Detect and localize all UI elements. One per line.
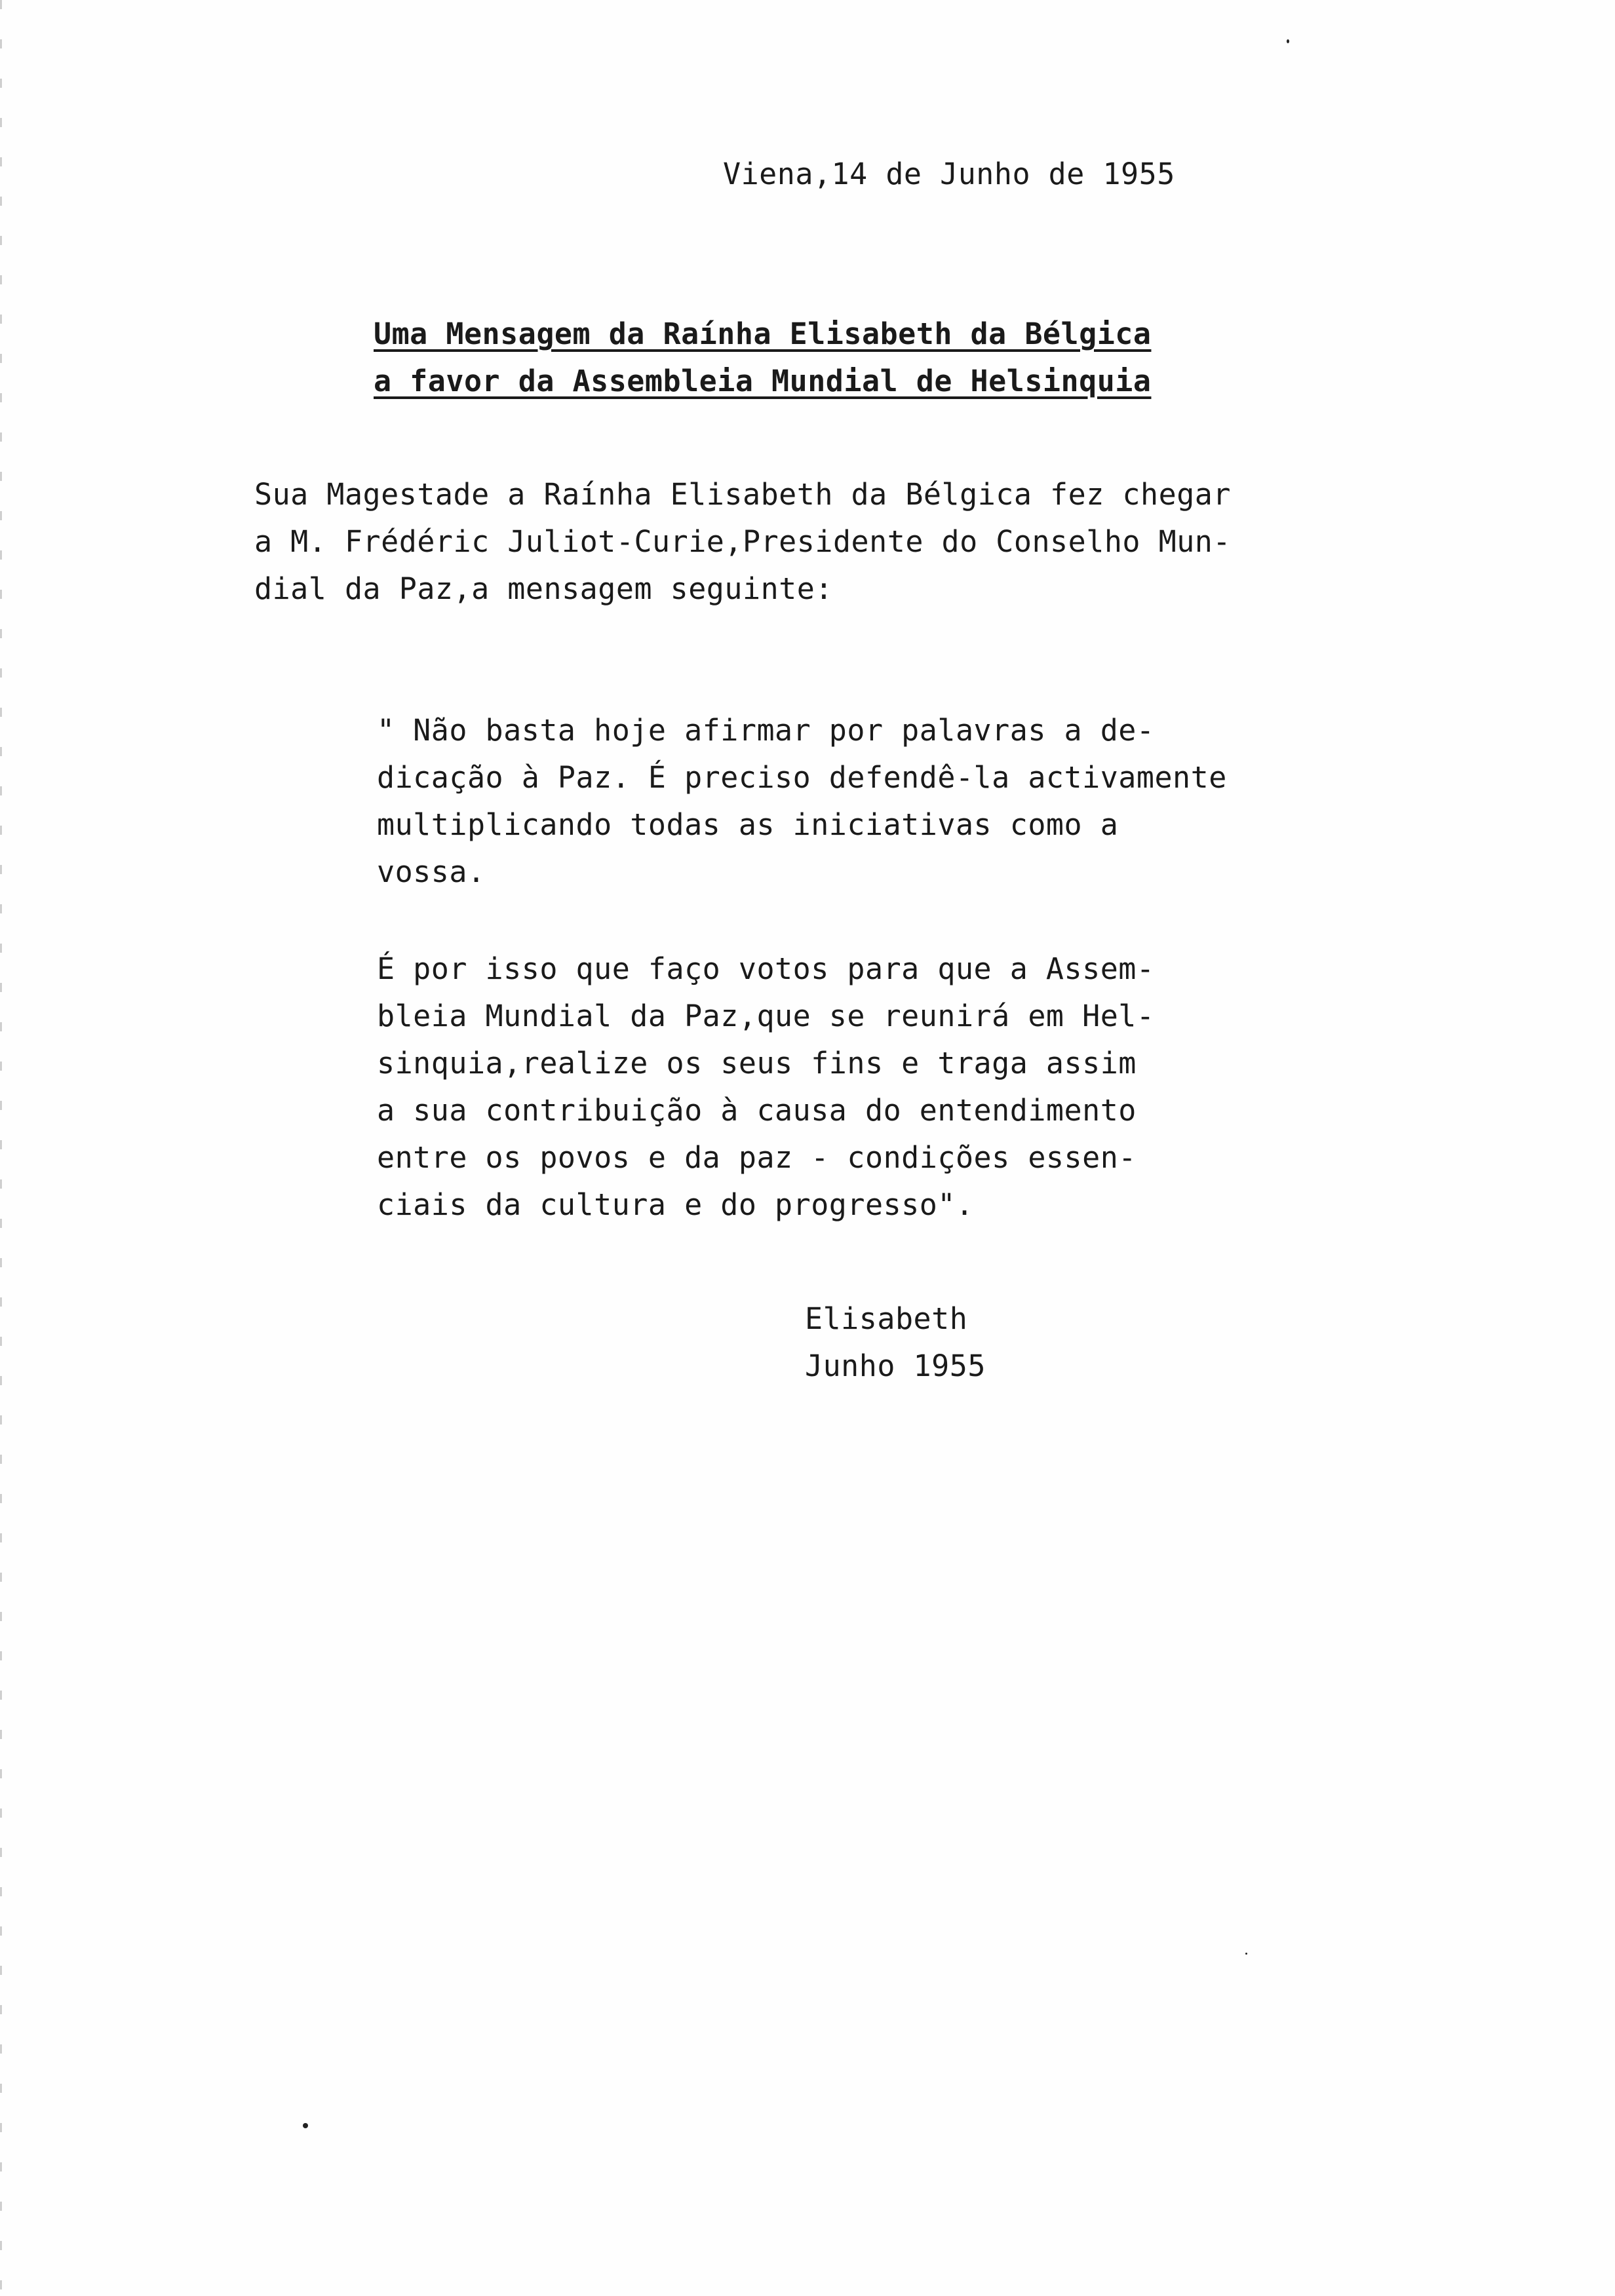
quote-line-8: a sua contribuição à causa do entendimento	[377, 1093, 1137, 1128]
date-line: Viena,14 de Junho de 1955	[723, 157, 1175, 191]
signature-date: Junho 1955	[805, 1349, 986, 1383]
quote-line-10: ciais da cultura e do progresso".	[377, 1187, 974, 1222]
quote-line-2: dicação à Paz. É preciso defendê-la activamente	[377, 760, 1227, 795]
quote-line-5: É por isso que faço votos para que a Assem-	[377, 951, 1155, 986]
title-line-2: a favor da Assembleia Mundial de Helsinquia	[374, 364, 1152, 398]
intro-line-1: Sua Magestade a Raínha Elisabeth da Bélgica fez chegar	[254, 477, 1231, 512]
ink-speck	[1287, 39, 1289, 43]
signature-name: Elisabeth	[805, 1301, 968, 1336]
quote-line-4: vossa.	[377, 854, 486, 889]
ink-speck	[303, 2123, 308, 2128]
quote-line-9: entre os povos e da paz - condições essen-	[377, 1140, 1137, 1175]
ink-speck	[1245, 1953, 1247, 1955]
intro-line-2: a M. Frédéric Juliot-Curie,Presidente do Conselho Mun-	[254, 524, 1231, 559]
quote-line-6: bleia Mundial da Paz,que se reunirá em Hel-	[377, 999, 1155, 1033]
scan-edge	[0, 0, 2, 2296]
intro-line-3: dial da Paz,a mensagem seguinte:	[254, 571, 833, 606]
title-line-1: Uma Mensagem da Raínha Elisabeth da Bélgica	[374, 316, 1152, 351]
quote-line-7: sinquia,realize os seus fins e traga assim	[377, 1046, 1137, 1081]
quote-line-3: multiplicando todas as iniciativas como a	[377, 807, 1119, 842]
quote-line-1: " Não basta hoje afirmar por palavras a de-	[377, 713, 1155, 748]
